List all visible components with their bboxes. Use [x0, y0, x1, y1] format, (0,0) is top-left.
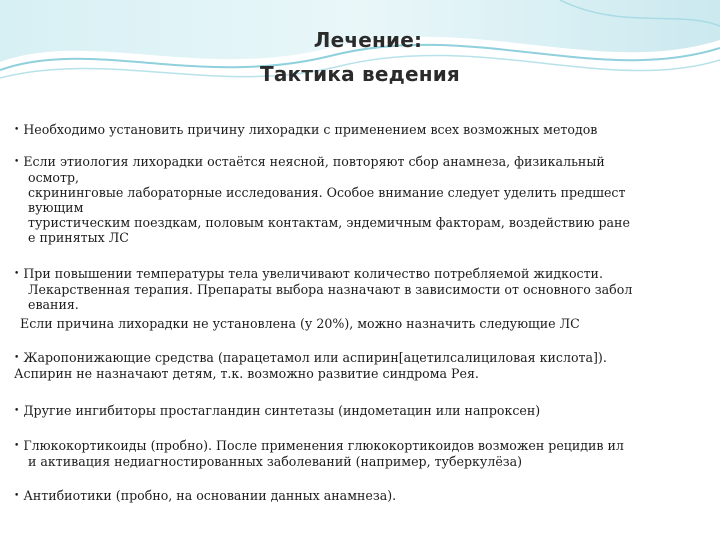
slide-subtitle: Тактика ведения — [260, 62, 460, 86]
paragraph-glucocorticoids: • Глюкокортикоиды (пробно). После применения глюкокортикоидов возможен рецидив ил и активация недиагностированных заболеваний (например, туберкулёза) — [14, 438, 624, 469]
paragraph-unknown-cause: Если причина лихорадки не установлена (у 20%), можно назначить следующие ЛС — [20, 316, 580, 331]
bullet-marker: • — [14, 491, 20, 501]
paragraph-fluids-therapy: • При повышении температуры тела увеличивают количество потребляемой жидкости. Лекарственная терапия. Препараты выбора назначают в зависимости от основного забол евания. — [14, 266, 633, 312]
slide-title: Лечение: — [313, 28, 423, 52]
bullet-marker: • — [14, 125, 20, 135]
paragraph-determine-cause: • Необходимо установить причину лихорадки с применением всех возможных методов — [14, 122, 598, 137]
paragraph-unclear-etiology: • Если этиология лихорадки остаётся неясной, повторяют сбор анамнеза, физикальный осмотр, скрининговые лабораторные исследования. Особое внимание следует уделить предшест вующим туристическим поездкам, половым контактам, эндемичным факторам, воздействию ране е принятых ЛС — [14, 154, 630, 245]
paragraph-prostaglandin-inhibitors: • Другие ингибиторы простагландин синтетазы (индометацин или напроксен) — [14, 403, 541, 418]
bullet-marker: • — [14, 406, 20, 416]
bullet-marker: • — [14, 441, 20, 451]
bullet-marker: • — [14, 269, 20, 279]
paragraph-antibiotics: • Антибиотики (пробно, на основании данных анамнеза). — [14, 488, 397, 503]
header-wave-decoration — [0, 0, 720, 110]
paragraph-antipyretics: • Жаропонижающие средства (парацетамол или аспирин[ацетилсалициловая кислота]). Аспирин не назначают детям, т.к. возможно развитие синдрома Рея. — [14, 350, 607, 381]
bullet-marker: • — [14, 353, 20, 363]
bullet-marker: • — [14, 157, 20, 167]
